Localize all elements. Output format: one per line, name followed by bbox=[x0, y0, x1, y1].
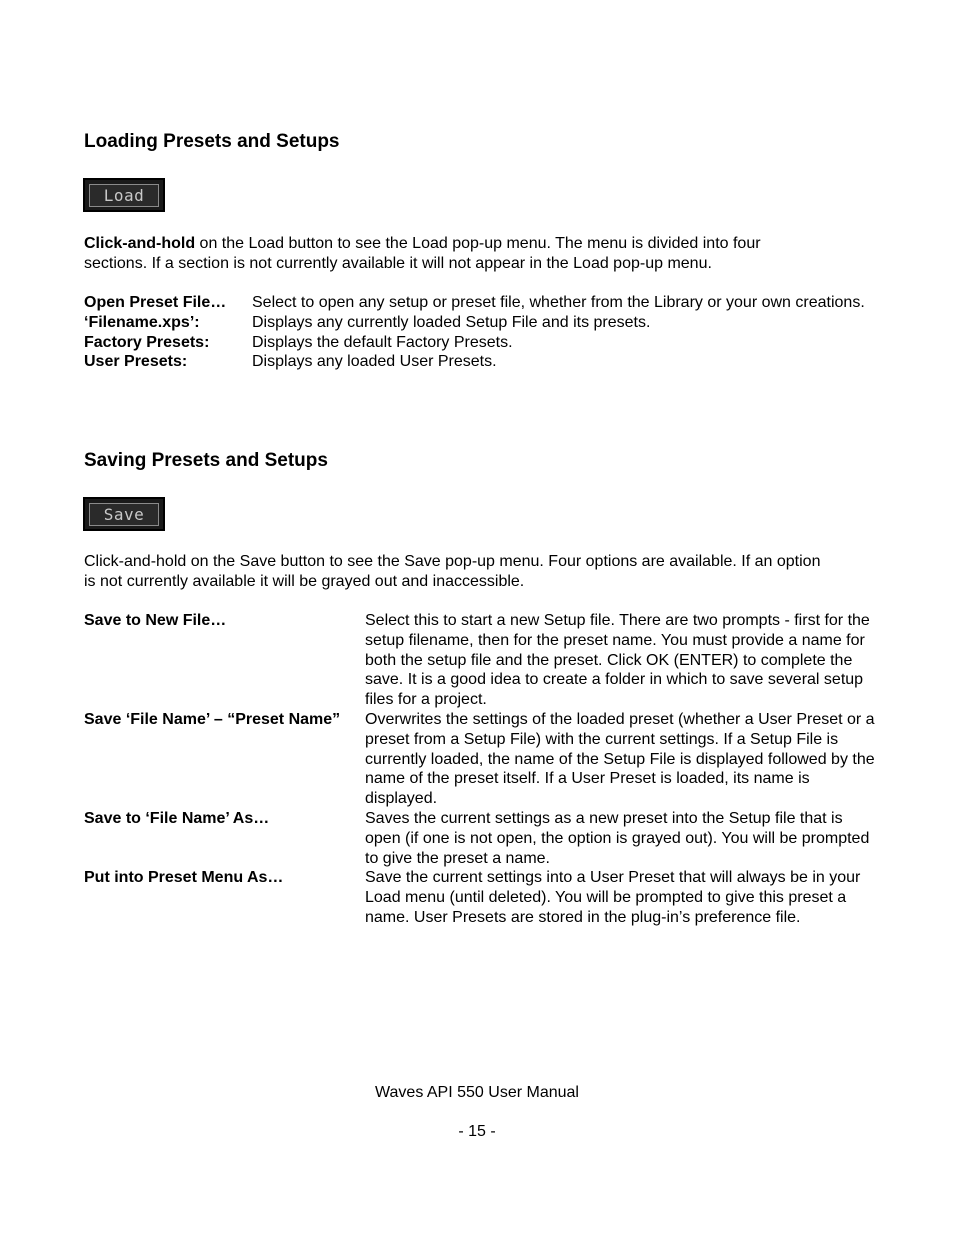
save-desc: Overwrites the settings of the loaded preset (whether a User Preset or a preset from a Setup File) with the current settings. If a Setup File is currently loaded, the name of the Setup File is displayed followed by the name of the preset itself. If a User Preset is loaded, its name is displayed. bbox=[365, 710, 875, 808]
loading-intro-bold: Click-and-hold bbox=[84, 235, 196, 252]
loading-intro bbox=[84, 234, 824, 274]
load-term: Open Preset File… bbox=[84, 294, 227, 311]
save-menu-definitions bbox=[84, 611, 875, 928]
loading-heading: Loading Presets and Setups bbox=[84, 131, 340, 152]
save-desc: Saves the current settings as a new preset into the Setup file that is open (if one is not open, the option is grayed out). You will be prompted to give the preset a name. bbox=[365, 809, 870, 867]
load-menu-definitions bbox=[84, 293, 872, 372]
save-term: Put into Preset Menu As… bbox=[84, 869, 284, 887]
load-term: ‘Filename.xps’: bbox=[84, 313, 200, 331]
loading-intro-text: on the Load button to see the Load pop-up menu. The menu is divided into four sections. If a section is not currently available it will not appear in the Load pop-up menu. bbox=[84, 235, 761, 272]
save-button-label: Save bbox=[89, 503, 159, 526]
save-desc: Save the current settings into a User Preset that will always be in your Load menu (until deleted). You will be prompted to give this preset a name. User Presets are stored in the plug-in’s preference file. bbox=[365, 869, 861, 926]
saving-heading: Saving Presets and Setups bbox=[84, 450, 328, 471]
load-desc: Select to open any setup or preset file, whether from the Library or your own creations. bbox=[252, 294, 865, 311]
load-button[interactable] bbox=[83, 178, 165, 212]
save-term: Save to New File… bbox=[84, 612, 227, 629]
saving-intro: Click-and-hold on the Save button to see the Save pop-up menu. Four options are available. If an option is not currently available it will be grayed out and inaccessible. bbox=[84, 553, 821, 590]
load-term: User Presets: bbox=[84, 353, 188, 371]
footer-manual-title: Waves API 550 User Manual bbox=[375, 1084, 579, 1101]
footer-page-number: - 15 - bbox=[458, 1123, 496, 1140]
load-desc: Displays any loaded User Presets. bbox=[252, 353, 497, 371]
save-term: Save to ‘File Name’ As… bbox=[84, 809, 270, 827]
load-desc: Displays the default Factory Presets. bbox=[252, 333, 513, 351]
save-desc: Select this to start a new Setup file. There are two prompts - first for the setup filename, then for the preset name. You must provide a name for both the setup file and the preset. Click OK (ENTER) to complete the save. It is a good idea to create a folder in which to save several setup files for a project. bbox=[365, 612, 870, 709]
save-term: Save ‘File Name’ – “Preset Name” bbox=[84, 710, 341, 728]
save-button[interactable] bbox=[83, 497, 165, 531]
load-term: Factory Presets: bbox=[84, 333, 210, 351]
load-button-label: Load bbox=[89, 184, 159, 207]
load-desc: Displays any currently loaded Setup File and its presets. bbox=[252, 313, 651, 331]
